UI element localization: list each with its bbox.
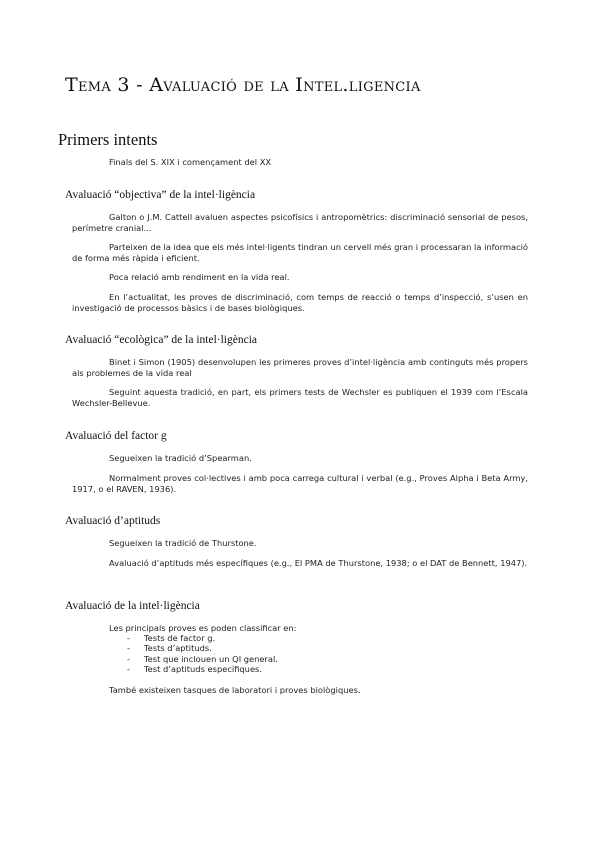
paragraph: Binet i Simon (1905) desenvolupen les primeres proves d’intel·ligència amb continguts més propers als problemes de la vida real — [72, 357, 528, 378]
block-heading: Avaluació d’aptituds — [65, 515, 161, 527]
block-heading: Avaluació “ecològica” de la intel·ligència — [65, 334, 257, 346]
paragraph: En l’actualitat, les proves de discriminació, com temps de reacció o temps d’inspecció, s’usen en investigació de processos bàsics i de bases biològiques. — [72, 292, 528, 313]
list-item: - Test que inclouen un QI general. — [127, 653, 278, 664]
dash-marker: - — [127, 633, 130, 643]
test-types-list — [109, 633, 278, 675]
block-heading: Avaluació de la intel·ligència — [65, 600, 200, 612]
paragraph: Segueixen la tradició d’Spearman. — [109, 453, 252, 463]
paragraph: Poca relació amb rendiment en la vida real. — [109, 272, 290, 282]
dash-marker: - — [127, 664, 130, 675]
list-item: - Tests de factor g. — [127, 633, 216, 643]
paragraph: Parteixen de la idea que els més intel·ligents tindran un cervell més gran i processaran la informació de forma més ràpida i eficient. — [72, 242, 529, 263]
document-title: Tema 3 - Avaluació de la Intel.ligencia — [65, 74, 421, 96]
section-heading: Primers intents — [58, 130, 158, 149]
list-intro: Les principals proves es poden classificar en: — [109, 623, 297, 633]
block-heading: Avaluació del factor g — [65, 430, 167, 442]
dash-marker: - — [127, 653, 130, 664]
paragraph: Galton o J.M. Cattell avaluen aspectes psicofísics i antropomètrics: discriminació sensorial de pesos, perímetre cranial... — [72, 212, 528, 233]
list-item: - Test d’aptituds específiques. — [127, 664, 263, 675]
block-heading: Avaluació “objectiva” de la intel·ligència — [65, 189, 256, 201]
dash-marker: - — [127, 643, 130, 654]
paragraph: Seguint aquesta tradició, en part, els primers tests de Wechsler es publiquen el 1939 com l’Escala Wechsler-Bellevue. — [72, 387, 528, 408]
closing-paragraph: També existeixen tasques de laboratori i proves biològiques. — [109, 685, 361, 695]
list-item: - Tests d’aptituds. — [127, 643, 212, 654]
section-subtitle: Finals del S. XIX i començament del XX — [109, 157, 272, 167]
paragraph: Normalment proves col·lectives i amb poca carrega cultural i verbal (e.g., Proves Alpha i Beta Army, 1917, o el RAVEN, 1936). — [72, 473, 528, 494]
paragraph: Segueixen la tradició de Thurstone. — [109, 538, 257, 548]
paragraph: Avaluació d’aptituds més específiques (e.g., El PMA de Thurstone, 1938; o el DAT de Bennett, 1947). — [109, 558, 528, 568]
